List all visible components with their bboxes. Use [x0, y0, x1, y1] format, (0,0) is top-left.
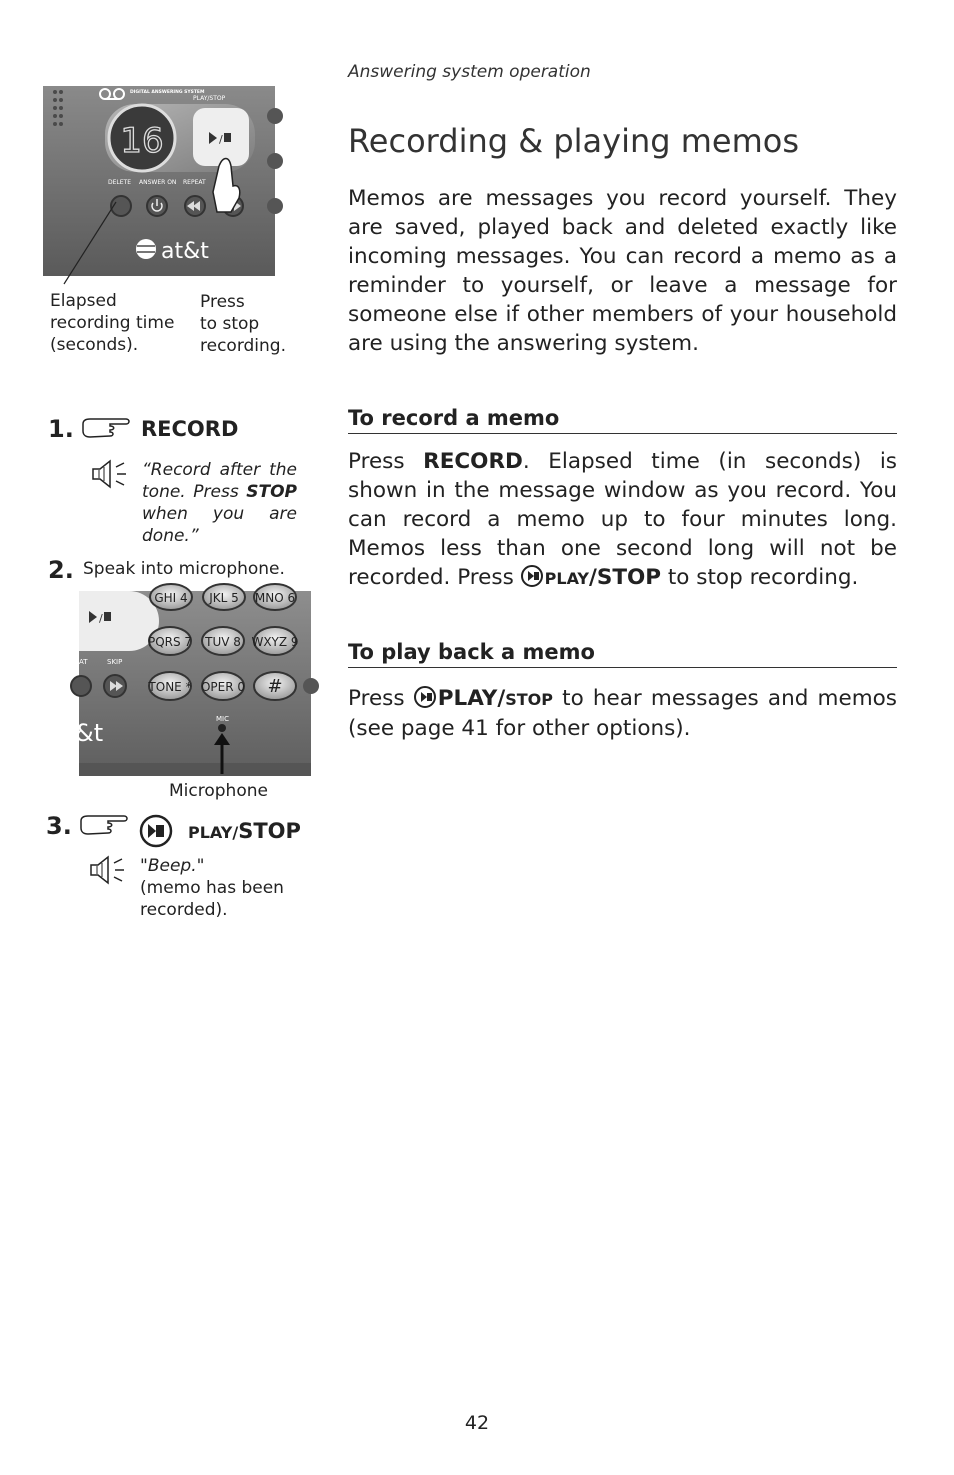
play-memo-paragraph: Press PLAY/STOP to hear messages and memos (see page 41 for other options). [348, 686, 897, 741]
svg-text:DELETE: DELETE [108, 179, 132, 186]
svg-text:/: / [99, 612, 103, 625]
callout-line [60, 200, 120, 286]
svg-text:ANSWER ON: ANSWER ON [139, 179, 177, 186]
svg-text:TONE *: TONE * [148, 680, 192, 694]
step-3-number: 3. [46, 812, 72, 840]
svg-text:&t: &t [75, 719, 104, 747]
svg-text:MIC: MIC [216, 715, 229, 723]
att-logo: at&t [161, 239, 209, 264]
play-stop-icon [521, 565, 543, 587]
svg-text:AT: AT [79, 658, 88, 666]
page-title: Recording & playing memos [348, 122, 800, 160]
elapsed-time-display: 16 [120, 121, 164, 161]
play-stop-button-icon [138, 813, 174, 849]
elapsed-time-caption: Elapsed recording time (seconds). [50, 291, 175, 355]
step-1-voice-prompt: “Record after the tone. Press STOP when you are done.” [142, 460, 297, 546]
pointing-hand-icon [78, 812, 132, 840]
play-stop-label: PLAY/STOP [193, 95, 226, 102]
step-3-play-stop-label: PLAY/STOP [188, 819, 301, 843]
intro-paragraph: Memos are messages you record yourself. They are saved, played back and deleted exactly like incoming messages. You can record a memo as a reminder to yourself, or leave a message for someone else if other members of your household are using the answering system. [348, 186, 897, 356]
speaker-icon [90, 458, 130, 490]
svg-text:JKL 5: JKL 5 [209, 591, 239, 605]
press-to-stop-caption: Press to stop recording. [200, 292, 286, 356]
svg-text:/: / [219, 133, 223, 146]
svg-text:PQRS 7: PQRS 7 [147, 635, 193, 649]
svg-text:REPEAT: REPEAT [183, 179, 206, 186]
step-2-number: 2. [48, 556, 74, 584]
step-1-record-label: RECORD [141, 417, 239, 441]
microphone-caption: Microphone [169, 781, 268, 801]
keypad-illustration [75, 591, 311, 776]
step-2-text: Speak into microphone. [83, 559, 285, 579]
step-1-number: 1. [48, 415, 74, 443]
speaker-icon [88, 854, 128, 886]
brand-text: DIGITAL ANSWERING SYSTEM [130, 90, 205, 95]
step-3-result: "Beep." (memo has been recorded). [140, 856, 284, 920]
pointing-hand-icon [80, 415, 134, 443]
svg-text:#: # [267, 676, 283, 697]
svg-text:SKIP: SKIP [107, 658, 123, 666]
record-memo-paragraph: Press RECORD. Elapsed time (in seconds) is shown in the message window as you record. You can record a memo up to four minutes long. Memos less than one second long will not be recorded. Press PLAY/STOP to stop recording. [348, 449, 897, 590]
page-number: 42 [464, 1412, 490, 1434]
svg-text:WXYZ 9: WXYZ 9 [251, 635, 299, 649]
section-label: Answering system operation [348, 62, 591, 82]
svg-text:MNO 6: MNO 6 [254, 591, 296, 605]
svg-text:GHI 4: GHI 4 [154, 591, 188, 605]
play-stop-icon [414, 686, 436, 708]
svg-text:TUV 8: TUV 8 [205, 635, 241, 649]
record-memo-heading: To record a memo [348, 406, 897, 434]
record-keyword: RECORD [423, 449, 523, 474]
svg-text:OPER 0: OPER 0 [200, 680, 246, 694]
play-memo-heading: To play back a memo [348, 640, 897, 668]
